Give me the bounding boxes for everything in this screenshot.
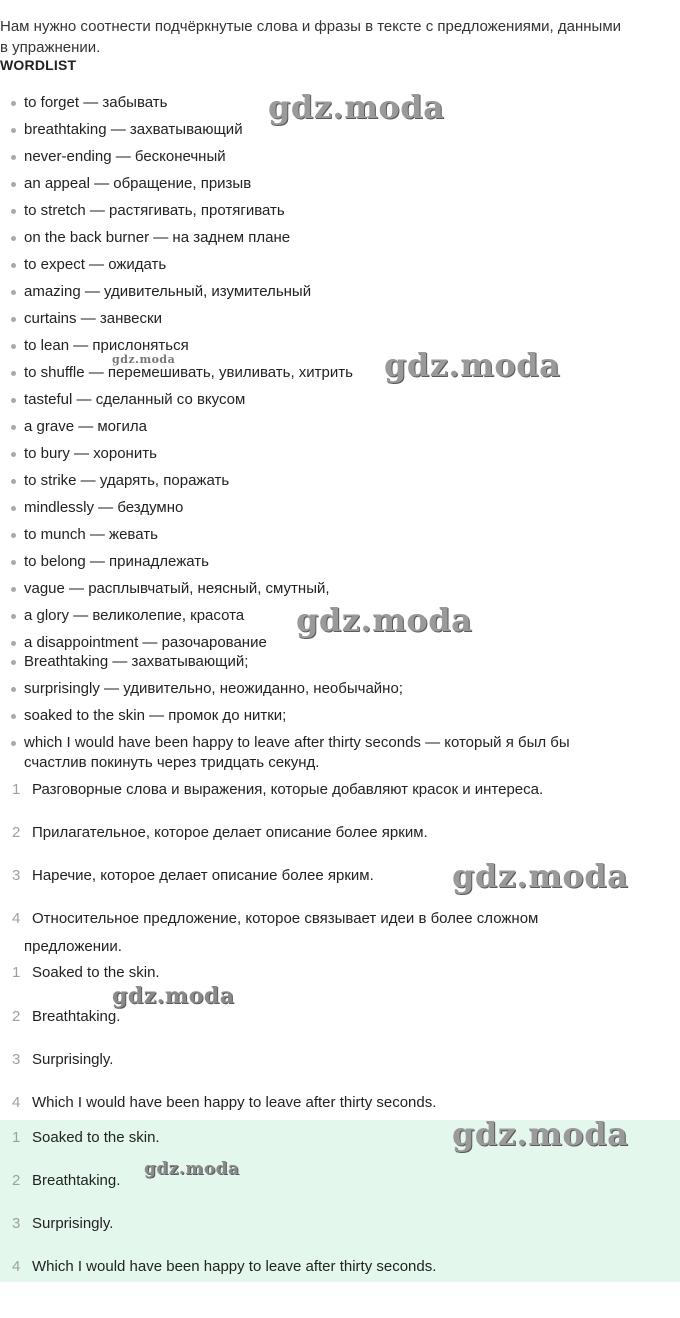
bullet-icon (11, 317, 16, 322)
bullet-icon (11, 479, 16, 484)
bullet-icon (11, 236, 16, 241)
bullet-icon (11, 101, 16, 106)
bullet-icon (11, 660, 16, 665)
bullet-icon (11, 155, 16, 160)
bullet-icon (11, 290, 16, 295)
watermark-logo: gdz.moda (112, 983, 235, 1009)
watermark-logo: gdz.moda (268, 88, 445, 126)
watermark-logo: gdz.moda (452, 857, 629, 895)
bullet-icon (11, 714, 16, 719)
definition-text: Относительное предложение, которое связывает идеи в более сложном (32, 910, 539, 927)
bullet-icon (11, 641, 16, 646)
bullet-icon (11, 560, 16, 565)
bullet-icon (11, 533, 16, 538)
watermark-logo: gdz.moda (144, 1159, 240, 1179)
bullet-icon (11, 506, 16, 511)
bullet-icon (11, 452, 16, 457)
wordlist-heading: WORDLIST (0, 57, 77, 73)
definition-text-continuation: предложении. (24, 938, 122, 955)
bullet-icon (11, 209, 16, 214)
bullet-icon (11, 425, 16, 430)
bullet-icon (11, 182, 16, 187)
bullet-icon (11, 687, 16, 692)
intro-line-1: Нам нужно соотнести подчёркнутые слова и фразы в тексте с предложениями, данными (0, 18, 622, 35)
intro-paragraph (0, 16, 680, 58)
bullet-icon (11, 263, 16, 268)
bullet-icon (11, 614, 16, 619)
bullet-icon (11, 741, 16, 746)
bullet-icon (11, 344, 16, 349)
intro-line-2: в упражнении. (0, 39, 101, 56)
watermark-logo: gdz.moda (296, 601, 473, 639)
bullet-icon (11, 398, 16, 403)
bullet-icon (11, 128, 16, 133)
watermark-logo: gdz.moda (452, 1115, 629, 1153)
bullet-icon (11, 587, 16, 592)
watermark-logo: gdz.moda (384, 346, 561, 384)
bullet-icon (11, 371, 16, 376)
watermark-logo: gdz.moda (112, 353, 176, 366)
